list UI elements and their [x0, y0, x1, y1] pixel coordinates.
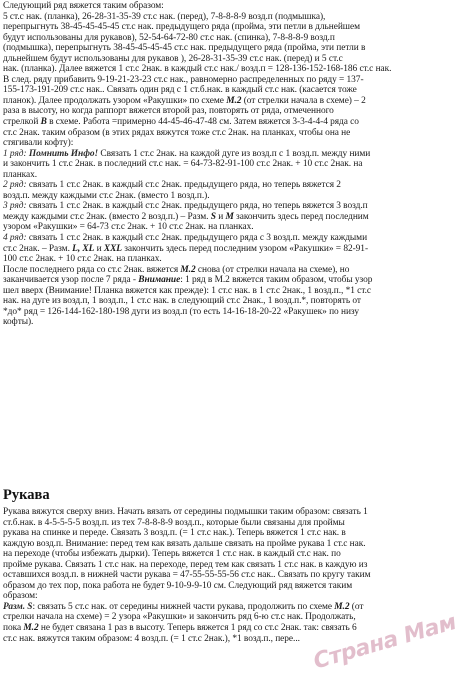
- text-line: образом:: [3, 591, 38, 602]
- row-2-paragraph: [3, 180, 457, 201]
- size-label: XXL: [103, 243, 122, 254]
- site-watermark: Страна Мам: [310, 609, 459, 675]
- text-line: В след. ряду прибавить 9-19-21-23-23 ст.с нак., равномерно распределенных по ряду = 137-: [3, 74, 364, 85]
- text-line: (от: [349, 601, 364, 612]
- chart-ref: M.2: [226, 95, 242, 106]
- text-line: не будет связана 1 раз в высоту. Теперь вяжется 1 ряд со ст.с 2нак. так: связать 6: [38, 623, 357, 634]
- text-line: Рукава вяжутся сверху вниз. Начать вязать от середины подмышки таким образом: связать 1: [3, 507, 368, 517]
- chart-ref: M.2: [23, 623, 39, 634]
- size-label: S: [210, 211, 216, 222]
- text-line: оставшихся возд.п. в нижней части рукава = 47-55-55-55-56 ст.с нак.. Связать по кругу таким: [3, 570, 371, 581]
- after-rows-paragraph: [3, 265, 457, 328]
- sleeves-paragraph: [3, 507, 457, 602]
- row-label: 4 ряд:: [3, 233, 27, 244]
- chart-ref: M.2: [334, 601, 350, 612]
- text-line: в схеме. Работа =примерно 44-45-46-47-48 см. Затем вяжется 3-3-4-4-4 ряда со: [46, 117, 359, 128]
- row-3-paragraph: [3, 201, 457, 233]
- text-line: планках.: [3, 169, 38, 180]
- text-line: кофты).: [3, 317, 34, 328]
- text-line: связать 1 ст.с 2нак. в каждый ст.с 2нак. предыдущего ряда с 3 возд.п. между каждыми: [26, 233, 368, 244]
- text-line: дльнейшем будут использованы для рукавов ), 26-28-31-35-39 ст.с нак. (перед) и 5 ст.с: [3, 53, 343, 64]
- text-line: узором «Ракушки» = 64-73 ст.с 2нак. + 10 ст.с 2нак. на планках.: [3, 222, 254, 233]
- text-line: 100 ст.с 2нак. + 10 ст.с 2нак. на планках.: [3, 254, 162, 265]
- text-line: рукава на спинке и переде. Связать 3 возд.п. (= 1 ст.с нак.). Теперь вяжется 1 ст.с нак. в: [3, 528, 346, 539]
- text-line: ст.с 2нак. – Разм.: [3, 243, 73, 254]
- text-line: (подмышка), перепрыгнуть 38-45-45-45-45 ст.с нак. предыдущего ряда (пройма, эти петли в: [3, 43, 366, 54]
- size-label: L, XL: [72, 243, 95, 254]
- text-line: пройме рукава. Связать 1 ст.с нак. на переходе, перед тем как связать 1 ст.с нак. в каждую из: [3, 559, 368, 570]
- sleeves-instructions: [3, 507, 457, 644]
- text-line: (от стрелки начала в схеме) – 2: [241, 95, 366, 106]
- text-line: закончить здесь перед последним узором «Ракушки» = 82-91-: [121, 243, 369, 254]
- text-line: шел вверх (Внимание! Планка вяжется как прежде): 1 ст.с нак. в 1 ст.с 2нак., 1 возд.п., *1 ст.с: [3, 285, 372, 296]
- text-line: планок). Далее продолжать узором «Ракушки» по схеме: [3, 95, 227, 106]
- text-line: связать 1 ст.с 2нак. в каждый ст.с 2нак. предыдущего ряда, но теперь вяжется 2: [26, 180, 341, 191]
- text-line: : связать 5 ст.с нак. от середины нижней части рукава, продолжить по схеме: [32, 601, 335, 612]
- text-line: стрелки начала на схеме) = 2 узора «Ракушки» и закончить ряд 6-ю ст.с нак. Продолжать,: [3, 612, 356, 623]
- row-4-paragraph: [3, 233, 457, 265]
- row-label: 3 ряд:: [3, 201, 27, 212]
- text-line: и: [94, 243, 104, 254]
- size-label: Разм. S: [3, 601, 33, 612]
- text-line: каждую возд.п. Внимание: перед тем как вязать дальше связать на пройме рукава 1 ст.с нак.: [3, 538, 366, 549]
- intro-paragraph: [3, 1, 457, 149]
- text-line: нак. на дуге из возд.п, 1 возд.п., 1 ст.с нак. в следующий ст.с 2нак., 1 возд.п.*, повторять от: [3, 296, 361, 307]
- arrow-ref: B: [40, 117, 47, 128]
- attention-note: Внимание: [138, 275, 181, 286]
- text-line: связать 1 ст.с 2нак. в каждый ст.с 2нак. предыдущего ряда, но теперь вяжется 3 возд.п: [26, 201, 368, 212]
- text-line: образом до тех пор, пока работа не будет 9-10-9-9-10 см. Следующий ряд вяжется таким: [3, 580, 353, 591]
- info-note: Помнить Инфо!: [28, 148, 99, 159]
- text-line: стягивали кофту):: [3, 138, 74, 149]
- row-1-paragraph: [3, 149, 457, 181]
- text-line: 155-173-191-209 ст.с нак.. Связать один ряд с 1 ст.б.нак. в каждый ст.с нак. (касается тоже: [3, 85, 357, 96]
- row-label: 1 ряд:: [3, 148, 27, 159]
- text-line: будут использованы для рукавов), 52-54-64-72-80 ст.с нак. (спинка), 7-8-8-8-9 возд.п: [3, 32, 335, 43]
- text-line: *до* ряд = 126-144-162-180-198 дуги из возд.п (то есть 14-16-18-20-22 «Ракушек» по низу: [3, 306, 360, 317]
- text-line: между каждыми ст.с 2нак. (вместо 2 возд.п.) – Разм.: [3, 211, 211, 222]
- text-line: ст.с 2нак. таким образом (в этих рядах вяжутся тоже ст.с 2нак. на планках, чтобы она не: [3, 127, 351, 138]
- text-line: нак. (планка). Далее вяжется 1 ст.с 2нак. в каждый ст.с нак./ возд.п = 128-136-152-168-186 ст.с нак.: [3, 64, 392, 75]
- text-line: стрелкой: [3, 117, 41, 128]
- text-line: и закончить 1 ст.с 2нак. в последний ст.с нак. = 64-73-82-91-100 ст.с 2нак. + 10 ст.с 2нак. на: [3, 159, 363, 170]
- text-line: и: [215, 211, 226, 222]
- section-heading-sleeves: Рукава: [3, 487, 50, 503]
- size-label: M: [225, 211, 234, 222]
- text-line: закончить здесь перед последним: [233, 211, 369, 222]
- text-line: пока: [3, 623, 24, 634]
- text-line: возд.п. между каждыми ст.с 2нак. (вместо 1 возд.п.).: [3, 190, 210, 201]
- text-line: ст.б.нак. в 4-5-5-5-5 возд.п. из тех 7-8-8-8-9 возд.п., которые были связаны для проймы: [3, 517, 345, 528]
- text-line: на переходе (чтобы избежать дырки). Теперь вяжется 1 ст.с нак. в каждый ст.с нак. по: [3, 549, 341, 560]
- text-line: 5 ст.с нак. (планка), 26-28-31-35-39 ст.с нак. (перед), 7-8-8-8-9 возд.п (подмышка),: [3, 11, 326, 22]
- text-line: : 1 ряд в M.2 вяжется таким образом, чтобы узор: [180, 275, 373, 286]
- text-line: ст.с нак. вяжутся таким образом: 4 возд.п. (= 1 ст.с 2нак.), *1 возд.п., пере...: [3, 633, 300, 644]
- text-line: перепрыгнуть 38-45-45-45-45 ст.с нак. предыдущего ряда (пройма, эти петли в дльнейшем: [3, 22, 360, 33]
- text-line: заканчивается узор после 7 ряда -: [3, 275, 139, 286]
- row-label: 2 ряд:: [3, 180, 27, 191]
- upper-body-instructions: [3, 1, 457, 328]
- text-line: раза в высоту, но когда раппорт вяжется второй раз, повторять от ряда, отмеченного: [3, 106, 334, 117]
- text-line: Связать 1 ст.с 2нак. на каждой дуге из возд.п с 1 возд.п. между ними: [98, 148, 371, 159]
- text-line: После последнего ряда со ст.с 2нак. вяжется: [3, 264, 181, 275]
- text-line: Следующий ряд вяжется таким образом:: [3, 1, 164, 11]
- text-line: снова (от стрелки начала на схеме), но: [195, 264, 350, 275]
- chart-ref: M.2: [180, 264, 196, 275]
